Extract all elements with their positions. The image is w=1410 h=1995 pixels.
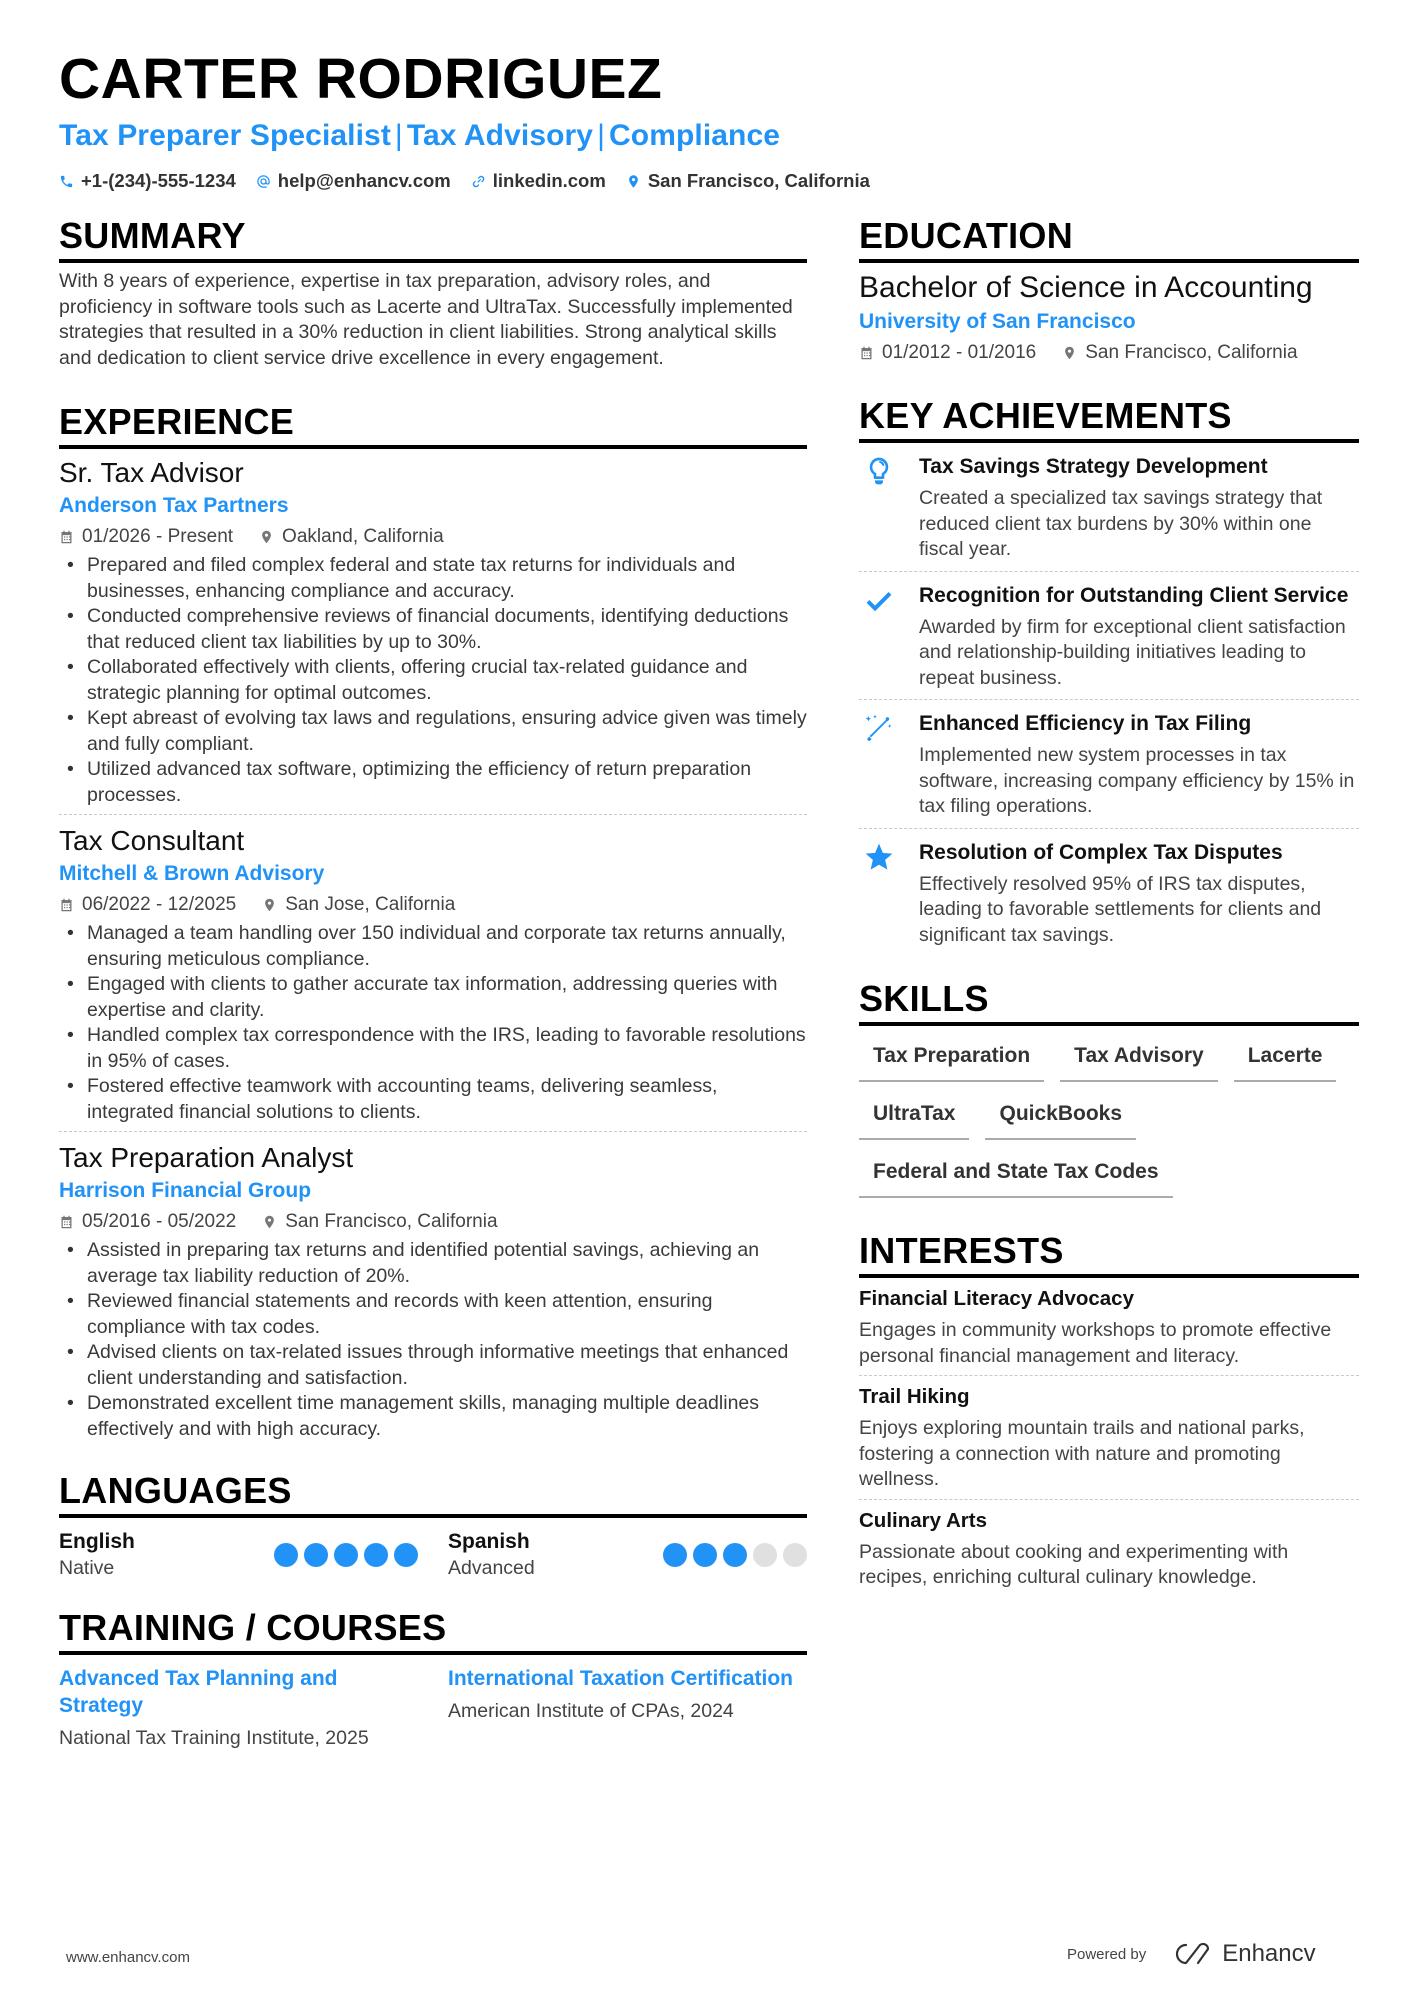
headline-item: Compliance xyxy=(609,119,781,152)
headline-item: Tax Preparer Specialist xyxy=(59,119,391,152)
phone-icon xyxy=(59,174,74,189)
skill-tag: QuickBooks xyxy=(985,1096,1136,1140)
achievement-item xyxy=(859,572,1359,701)
checkmark-icon xyxy=(863,584,895,616)
location-icon xyxy=(262,1214,277,1230)
section-heading: SUMMARY xyxy=(59,215,807,263)
education-meta xyxy=(859,339,1359,367)
bullet-item: • Handled complex tax correspondence with the IRS, leading to favorable resolutions in 95% of cases. xyxy=(59,1023,807,1074)
company-name: Anderson Tax Partners xyxy=(59,494,289,517)
experience-section xyxy=(59,401,807,1448)
interest-item xyxy=(859,1376,1359,1500)
job-location xyxy=(262,1208,497,1236)
education-location-text: San Francisco, California xyxy=(1085,342,1298,363)
resume-header xyxy=(59,44,1359,192)
contact-location-text: San Francisco, California xyxy=(647,170,870,191)
dot-filled xyxy=(693,1543,717,1567)
achievement-title: Recognition for Outstanding Client Service xyxy=(919,583,1349,607)
location-icon xyxy=(1062,345,1077,361)
job-location xyxy=(259,523,444,551)
footer-website[interactable]: www.enhancv.com xyxy=(66,1949,190,1966)
job-meta xyxy=(59,523,807,551)
bullet-item: • Managed a team handling over 150 individual and corporate tax returns annually, ensuring meticulous compliance. xyxy=(59,921,807,972)
interest-item xyxy=(859,1278,1359,1376)
bullet-item: • Conducted comprehensive reviews of financial documents, identifying deductions that reduced client tax liabilities by up to 30%. xyxy=(59,604,807,655)
achievement-title: Enhanced Efficiency in Tax Filing xyxy=(919,712,1252,735)
left-column xyxy=(59,215,807,1773)
contact-location xyxy=(626,170,870,192)
achievement-desc: Created a specialized tax savings strategy that reduced client tax burdens by 30% within one fiscal year. xyxy=(919,487,1323,560)
summary-section xyxy=(59,215,807,371)
dot-filled xyxy=(723,1543,747,1567)
achievement-icon-wrap xyxy=(859,710,899,820)
section-heading: SKILLS xyxy=(859,978,1359,1026)
job-title: Tax Preparation Analyst xyxy=(59,1142,354,1173)
section-heading: TRAINING / COURSES xyxy=(59,1607,807,1655)
candidate-name: CARTER RODRIGUEZ xyxy=(59,47,663,111)
footer-branding xyxy=(1067,1940,1316,1968)
education-section xyxy=(859,215,1359,367)
achievement-icon-wrap xyxy=(859,839,899,949)
school-name: University of San Francisco xyxy=(859,310,1136,333)
section-heading: EXPERIENCE xyxy=(59,401,807,449)
interest-desc: Engages in community workshops to promote effective personal financial management and literacy. xyxy=(859,1319,1332,1367)
course-item xyxy=(59,1665,418,1751)
dot-filled xyxy=(334,1543,358,1567)
headline-separator: | xyxy=(597,119,606,152)
skill-tag: Tax Advisory xyxy=(1060,1038,1218,1082)
achievement-title: Tax Savings Strategy Development xyxy=(919,455,1268,478)
achievement-desc: Effectively resolved 95% of IRS tax disputes, leading to favorable settlements for clients and significant tax savings. xyxy=(919,872,1322,946)
company-name: Mitchell & Brown Advisory xyxy=(59,862,325,885)
contact-email[interactable] xyxy=(256,170,451,192)
job-dates-text: 01/2026 - Present xyxy=(82,526,234,547)
calendar-icon xyxy=(59,529,74,545)
achievement-desc: Awarded by firm for exceptional client satisfaction and relationship-building initiatives leading to repeat business. xyxy=(919,615,1346,689)
bullet-item: • Assisted in preparing tax returns and identified potential savings, achieving an average tax liability reduction of 20%. xyxy=(59,1238,807,1289)
skill-tag: Federal and State Tax Codes xyxy=(859,1154,1173,1198)
language-list xyxy=(59,1528,807,1581)
achievement-icon-wrap xyxy=(859,453,899,563)
location-icon xyxy=(259,529,274,545)
skill-tag: Tax Preparation xyxy=(859,1038,1044,1082)
job-dates-text: 05/2016 - 05/2022 xyxy=(82,1211,237,1232)
lightbulb-icon xyxy=(863,455,895,487)
job-bullets xyxy=(59,921,807,1125)
bullet-item: • Fostered effective teamwork with accounting teams, delivering seamless, integrated financial solutions to clients. xyxy=(59,1074,807,1125)
language-item xyxy=(59,1528,418,1581)
contact-linkedin[interactable] xyxy=(471,170,606,192)
course-list xyxy=(59,1665,807,1751)
degree: Bachelor of Science in Accounting xyxy=(859,271,1313,304)
headline xyxy=(59,116,1359,156)
interest-desc: Passionate about cooking and experimenting with recipes, enriching cultural culinary knowledge. xyxy=(859,1540,1289,1588)
education-dates xyxy=(859,339,1036,367)
job-location-text: San Jose, California xyxy=(285,894,456,915)
job-dates xyxy=(59,1208,236,1236)
achievements-section xyxy=(859,395,1359,956)
section-heading: EDUCATION xyxy=(859,215,1359,263)
education-dates-text: 01/2012 - 01/2016 xyxy=(882,342,1037,363)
dot-filled xyxy=(394,1543,418,1567)
calendar-icon xyxy=(59,897,74,913)
course-item xyxy=(448,1665,807,1751)
contact-phone[interactable] xyxy=(59,170,236,192)
job-meta xyxy=(59,1208,807,1236)
job-bullets xyxy=(59,553,807,808)
interest-title: Trail Hiking xyxy=(859,1385,970,1408)
language-level: Native xyxy=(59,1557,115,1579)
course-title: Advanced Tax Planning and Strategy xyxy=(59,1667,338,1717)
achievement-item xyxy=(859,443,1359,572)
course-title: International Taxation Certification xyxy=(448,1667,793,1690)
summary-text: With 8 years of experience, expertise in tax preparation, advisory roles, and proficiency in software tools such as Lacerte and UltraTax. Successfully implemented strategies that resulted in a 30% reduction in client liabilities. Strong analytical skills and dedication to client service drive excellence in every engagement. xyxy=(59,270,793,369)
bullet-item: • Advised clients on tax-related issues through informative meetings that enhanced client understanding and satisfaction. xyxy=(59,1340,807,1391)
achievement-icon-wrap xyxy=(859,582,899,692)
achievement-title: Resolution of Complex Tax Disputes xyxy=(919,840,1283,864)
interest-item xyxy=(859,1500,1359,1597)
bullet-item: • Reviewed financial statements and records with keen attention, ensuring compliance with tax codes. xyxy=(59,1289,807,1340)
powered-by-label: Powered by xyxy=(1067,1945,1147,1963)
education-location xyxy=(1062,339,1297,367)
achievement-desc: Implemented new system processes in tax software, increasing company efficiency by 15% in tax filing operations. xyxy=(919,744,1355,817)
skill-list xyxy=(859,1038,1359,1198)
job-entry xyxy=(59,1140,807,1448)
bullet-item: • Engaged with clients to gather accurate tax information, addressing queries with expertise and clarity. xyxy=(59,972,807,1023)
right-column xyxy=(859,215,1359,1619)
bullet-item: • Utilized advanced tax software, optimizing the efficiency of return preparation processes. xyxy=(59,757,807,808)
language-name: Spanish xyxy=(448,1530,530,1553)
section-heading: INTERESTS xyxy=(859,1230,1359,1278)
location-icon xyxy=(262,897,277,913)
languages-section xyxy=(59,1470,807,1581)
proficiency-dots xyxy=(663,1543,807,1567)
interest-title: Culinary Arts xyxy=(859,1508,987,1532)
star-icon xyxy=(863,841,895,873)
calendar-icon xyxy=(859,345,874,361)
interest-title: Financial Literacy Advocacy xyxy=(859,1287,1134,1310)
dot-filled xyxy=(304,1543,328,1567)
headline-separator: | xyxy=(394,119,403,152)
interests-section xyxy=(859,1230,1359,1597)
calendar-icon xyxy=(59,1214,74,1230)
bullet-item: • Prepared and filed complex federal and state tax returns for individuals and businesses, enhancing compliance and accuracy. xyxy=(59,553,807,604)
link-icon xyxy=(471,174,486,189)
job-bullets xyxy=(59,1238,807,1442)
job-location xyxy=(262,891,455,919)
dot-empty xyxy=(783,1543,807,1567)
headline-item: Tax Advisory xyxy=(406,119,594,152)
enhancv-logo-icon xyxy=(1168,1941,1212,1967)
job-location-text: Oakland, California xyxy=(282,526,444,547)
section-heading: KEY ACHIEVEMENTS xyxy=(859,395,1359,443)
contact-list xyxy=(59,170,1359,192)
job-title: Tax Consultant xyxy=(59,825,245,856)
course-provider: American Institute of CPAs, 2024 xyxy=(448,1700,734,1722)
skills-section xyxy=(859,978,1359,1198)
contact-email-text: help@enhancv.com xyxy=(277,170,451,191)
company-name: Harrison Financial Group xyxy=(59,1179,312,1202)
language-level: Advanced xyxy=(448,1557,535,1579)
training-section xyxy=(59,1607,807,1751)
job-dates-text: 06/2022 - 12/2025 xyxy=(82,894,237,915)
job-meta xyxy=(59,891,807,919)
location-icon xyxy=(626,174,641,189)
dot-filled xyxy=(364,1543,388,1567)
bullet-item: • Demonstrated excellent time management skills, managing multiple deadlines effectively and with high accuracy. xyxy=(59,1391,807,1442)
magic-wand-icon xyxy=(863,712,895,744)
job-dates xyxy=(59,523,233,551)
at-icon xyxy=(256,174,271,189)
proficiency-dots xyxy=(274,1543,418,1567)
language-name: English xyxy=(59,1530,135,1553)
job-location-text: San Francisco, California xyxy=(285,1211,498,1232)
job-entry xyxy=(59,455,807,815)
job-dates xyxy=(59,891,236,919)
language-item xyxy=(448,1528,807,1581)
brand-name: Enhancv xyxy=(1222,1940,1316,1967)
contact-phone-text: +1-(234)-555-1234 xyxy=(81,170,236,191)
dot-filled xyxy=(663,1543,687,1567)
achievement-item xyxy=(859,700,1359,829)
section-heading: LANGUAGES xyxy=(59,1470,807,1518)
bullet-item: • Kept abreast of evolving tax laws and regulations, ensuring advice given was timely and fully compliant. xyxy=(59,706,807,757)
contact-linkedin-text: linkedin.com xyxy=(492,170,606,191)
job-entry xyxy=(59,823,807,1132)
brand-logo[interactable] xyxy=(1168,1940,1315,1968)
course-provider: National Tax Training Institute, 2025 xyxy=(59,1727,369,1749)
skill-tag: UltraTax xyxy=(859,1096,969,1140)
dot-empty xyxy=(753,1543,777,1567)
bullet-item: • Collaborated effectively with clients, offering crucial tax-related guidance and strategic planning for optimal outcomes. xyxy=(59,655,807,706)
skill-tag: Lacerte xyxy=(1234,1038,1337,1082)
achievement-item xyxy=(859,829,1359,957)
interest-desc: Enjoys exploring mountain trails and national parks, fostering a connection with nature and promoting wellness. xyxy=(859,1417,1305,1490)
job-title: Sr. Tax Advisor xyxy=(59,457,244,488)
dot-filled xyxy=(274,1543,298,1567)
